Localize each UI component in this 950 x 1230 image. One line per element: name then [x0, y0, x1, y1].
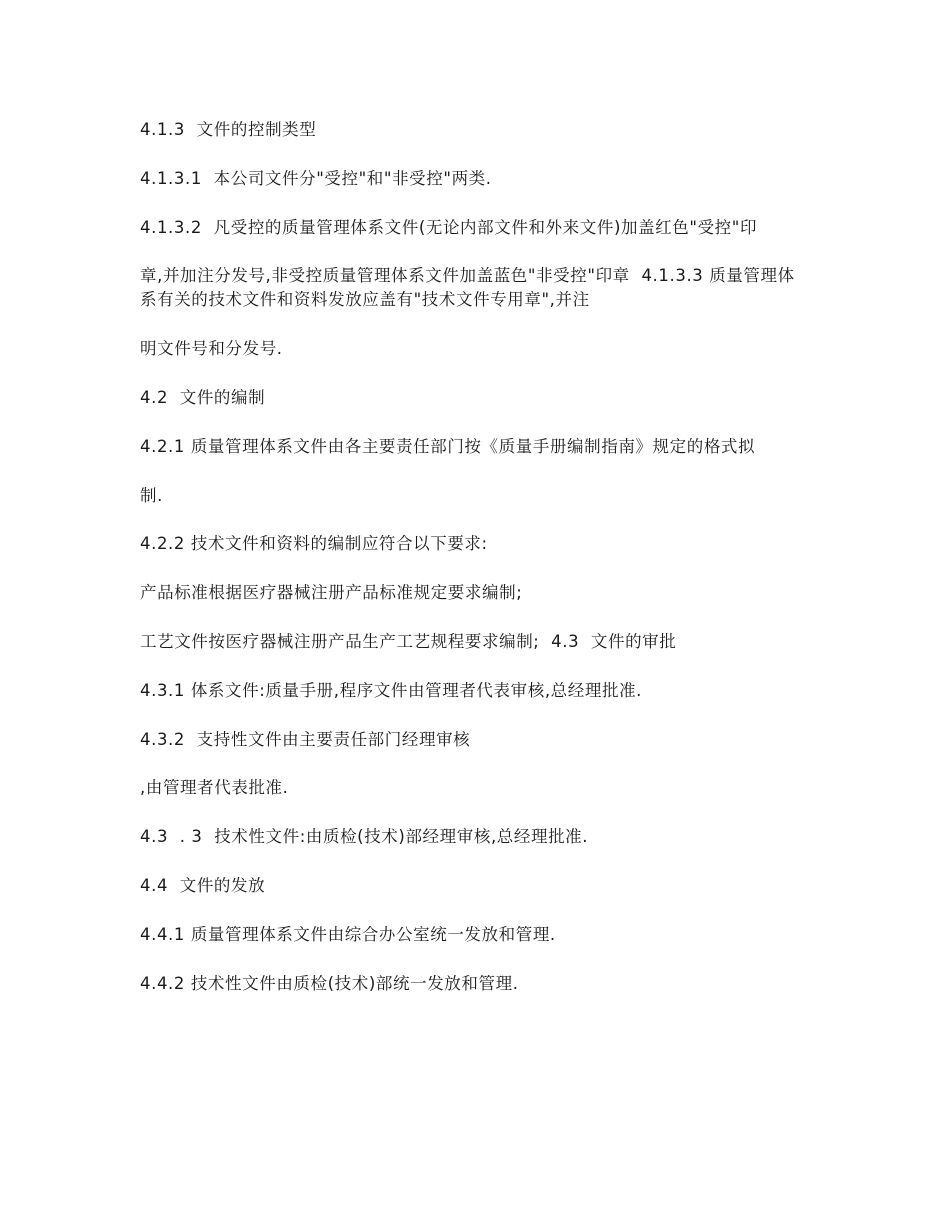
paragraph-4-1-3-2: 4.1.3.2 凡受控的质量管理体系文件(无论内部文件和外来文件)加盖红色"受控"印	[140, 217, 758, 237]
paragraph-4-1-3-2-continued: 章,并加注分发号,非受控质量管理体系文件加盖蓝色"非受控"印章 4.1.3.3 质量管理体系有关的技术文件和资料发放应盖有"技术文件专用章",并注	[140, 266, 795, 310]
paragraph-4-3-2-continued: ,由管理者代表批准.	[140, 778, 289, 798]
paragraph-4-2-1-continued: 制.	[140, 485, 163, 505]
section-heading-4-1-3: 4.1.3 文件的控制类型	[140, 120, 317, 139]
paragraph-product-standard: 产品标准根据医疗器械注册产品标准规定要求编制;	[140, 583, 523, 603]
paragraph-4-1-3-1: 4.1.3.1 本公司文件分"受控"和"非受控"两类.	[140, 168, 492, 188]
paragraph-4-4-2: 4.4.2 技术性文件由质检(技术)部统一发放和管理.	[140, 973, 519, 993]
paragraph-4-3-1: 4.3.1 体系文件:质量手册,程序文件由管理者代表审核,总经理批准.	[140, 680, 643, 700]
paragraph-4-4-1: 4.4.1 质量管理体系文件由综合办公室统一发放和管理.	[140, 924, 556, 944]
paragraph-4-2-2: 4.2.2 技术文件和资料的编制应符合以下要求:	[140, 534, 488, 554]
paragraph-4-2-1: 4.2.1 质量管理体系文件由各主要责任部门按《质量手册编制指南》规定的格式拟	[140, 436, 756, 456]
paragraph-4-3-3: 4.3 . 3 技术性文件:由质检(技术)部经理审核,总经理批准.	[140, 827, 589, 847]
document-body	[140, 118, 810, 996]
paragraph-process-document: 工艺文件按医疗器械注册产品生产工艺规程要求编制; 4.3 文件的审批	[140, 631, 677, 651]
paragraph-4-1-3-3-continued: 明文件号和分发号.	[140, 339, 283, 359]
section-heading-4-2: 4.2 文件的编制	[140, 387, 266, 407]
section-heading-4-4: 4.4 文件的发放	[140, 875, 266, 895]
paragraph-4-3-2: 4.3.2 支持性文件由主要责任部门经理审核	[140, 729, 471, 749]
